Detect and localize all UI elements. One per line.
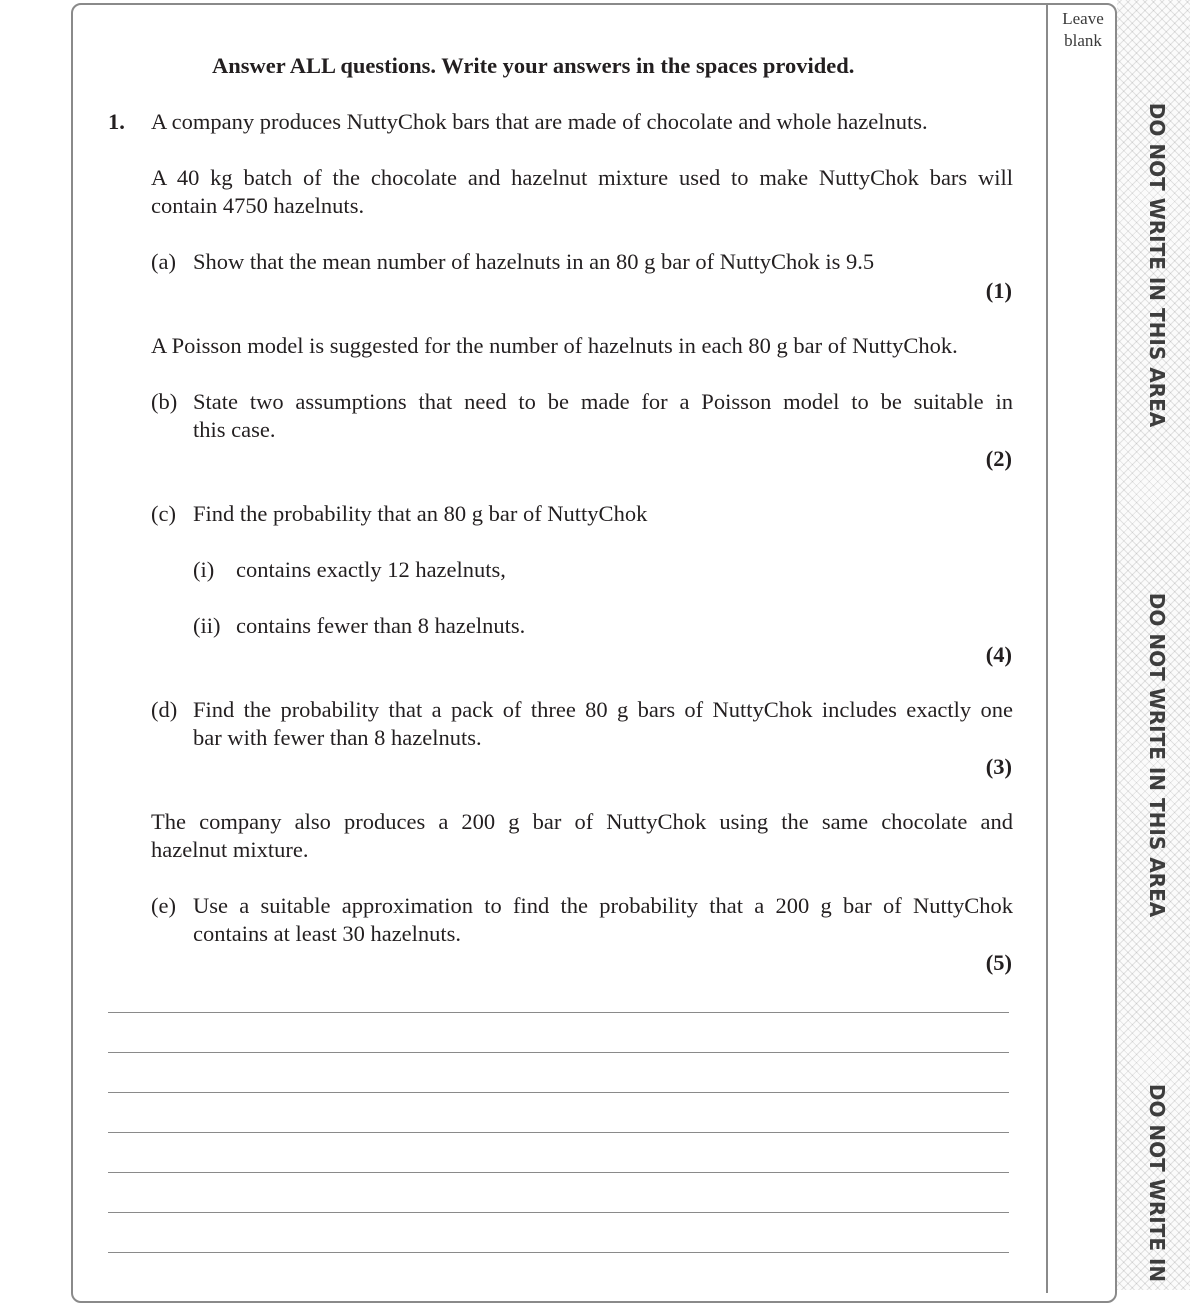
leave-blank-line1: Leave (1062, 9, 1104, 28)
part-b-text-line1: State two assumptions that need to be made for a Poisson model to be suitable in (193, 389, 1013, 414)
part-a-marks: (1) (985, 278, 1012, 303)
part-c-ii-text: contains fewer than 8 hazelnuts. (236, 613, 526, 638)
answer-line[interactable] (108, 1252, 1009, 1253)
do-not-write-notice: DO NOT WRITE IN THIS AREA (1145, 592, 1169, 918)
part-e-text-line1: Use a suitable approximation to find the probability that a 200 g bar of NuttyChok (193, 893, 1013, 918)
part-c-i-label: (i) (193, 557, 215, 582)
answer-line[interactable] (108, 1172, 1009, 1173)
part-c-ii-label: (ii) (193, 613, 221, 638)
part-b-label: (b) (151, 389, 178, 414)
part-c-i-text: contains exactly 12 hazelnuts, (236, 557, 506, 582)
part-e-marks: (5) (985, 950, 1012, 975)
part-d-text-line1: Find the probability that a pack of three 80 g bars of NuttyChok includes exactly one (193, 697, 1013, 722)
part-a-text: Show that the mean number of hazelnuts in an 80 g bar of NuttyChok is 9.5 (193, 249, 875, 274)
part-d-label: (d) (151, 697, 178, 722)
part-e-label: (e) (151, 893, 176, 918)
question-number: 1. (108, 109, 125, 134)
do-not-write-notice: DO NOT WRITE IN THIS AREA (1145, 102, 1169, 428)
answer-line[interactable] (108, 1132, 1009, 1133)
poisson-model-text: A Poisson model is suggested for the number of hazelnuts in each 80 g bar of NuttyChok. (151, 333, 958, 358)
part-d-text-line2: bar with fewer than 8 hazelnuts. (193, 725, 482, 750)
part-b-text-line2: this case. (193, 417, 276, 442)
batch-text-line2: contain 4750 hazelnuts. (151, 193, 365, 218)
part-a-label: (a) (151, 249, 176, 274)
also-produces-line1: The company also produces a 200 g bar of NuttyChok using the same chocolate and (151, 809, 1013, 834)
part-c-label: (c) (151, 501, 176, 526)
part-c-text: Find the probability that an 80 g bar of NuttyChok (193, 501, 648, 526)
leave-blank-line2: blank (1064, 31, 1102, 50)
leave-blank-label (1050, 8, 1116, 52)
answer-line[interactable] (108, 1212, 1009, 1213)
question-intro: A company produces NuttyChok bars that are made of chocolate and whole hazelnuts. (151, 109, 928, 134)
answer-line[interactable] (108, 1092, 1009, 1093)
part-b-marks: (2) (985, 446, 1012, 471)
also-produces-line2: hazelnut mixture. (151, 837, 309, 862)
part-e-text-line2: contains at least 30 hazelnuts. (193, 921, 462, 946)
batch-text-line1: A 40 kg batch of the chocolate and hazelnut mixture used to make NuttyChok bars will (151, 165, 1013, 190)
part-c-marks: (4) (985, 642, 1012, 667)
do-not-write-notice-cut: DO NOT WRITE IN (1145, 1083, 1169, 1283)
part-d-marks: (3) (985, 754, 1012, 779)
answer-line[interactable] (108, 1052, 1009, 1053)
page-instruction: Answer ALL questions. Write your answers in the spaces provided. (212, 53, 855, 78)
answer-line[interactable] (108, 1012, 1009, 1013)
leave-blank-divider (1046, 3, 1048, 1293)
